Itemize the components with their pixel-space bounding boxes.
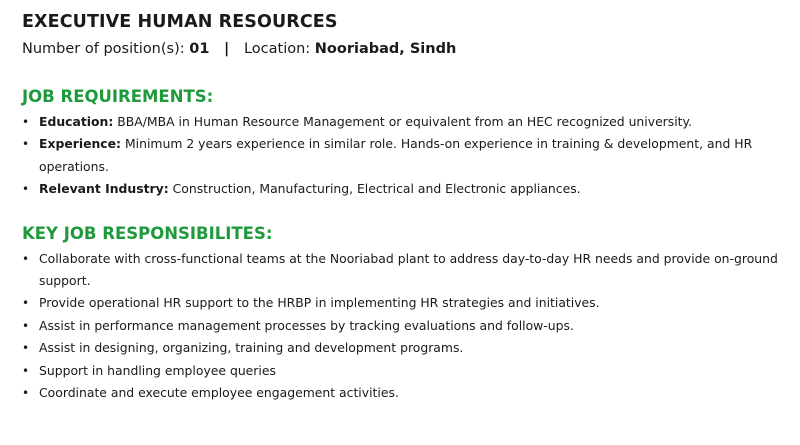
- bullet-icon: •: [22, 386, 30, 401]
- responsibility-item: [22, 337, 792, 359]
- requirement-key: Relevant Industry:: [39, 181, 169, 197]
- requirement-item-industry: [22, 178, 792, 200]
- positions-value: 01: [189, 41, 210, 57]
- responsibility-item: [22, 360, 792, 382]
- requirement-text: BBA/MBA in Human Resource Management or equivalent from an HEC recognized university.: [117, 114, 693, 129]
- requirements-list: [22, 111, 792, 201]
- responsibilities-list: [22, 248, 792, 405]
- responsibility-text: Assist in designing, organizing, training and development programs.: [39, 340, 464, 356]
- responsibility-text: Collaborate with cross-functional teams at the Nooriabad plant to address day-to-day HR needs and provide on-ground support.: [39, 250, 778, 289]
- bullet-icon: •: [22, 251, 30, 266]
- requirement-item-experience: [22, 133, 792, 178]
- bullet-icon: •: [22, 363, 30, 378]
- bullet-icon: •: [22, 137, 30, 152]
- responsibility-text: Coordinate and execute employee engagement activities.: [39, 385, 399, 401]
- responsibility-text: Provide operational HR support to the HRBP in implementing HR strategies and initiatives.: [39, 295, 600, 311]
- meta-separator: |: [224, 41, 230, 57]
- responsibility-item: [22, 315, 792, 337]
- positions-label: Number of position(s):: [22, 41, 185, 57]
- responsibility-item: [22, 292, 792, 314]
- requirement-text: Minimum 2 years experience in similar role. Hands-on experience in training & development, and HR operations.: [39, 136, 753, 174]
- location-value: Nooriabad, Sindh: [314, 41, 457, 57]
- responsibility-item: [22, 382, 792, 404]
- responsibility-item: [22, 248, 792, 293]
- bullet-icon: •: [22, 182, 30, 197]
- job-title: EXECUTIVE HUMAN RESOURCES: [22, 12, 338, 32]
- responsibility-text: Assist in performance management processes by tracking evaluations and follow-ups.: [39, 317, 574, 333]
- location-label: Location:: [243, 41, 311, 57]
- bullet-icon: •: [22, 318, 30, 333]
- requirement-key: Education:: [39, 114, 114, 129]
- responsibilities-heading: KEY JOB RESPONSIBILITES:: [22, 223, 273, 243]
- bullet-icon: •: [22, 296, 30, 311]
- job-posting: [22, 10, 792, 404]
- job-meta-line: [22, 38, 792, 60]
- bullet-icon: •: [22, 341, 30, 356]
- requirement-item-education: [22, 111, 792, 133]
- requirement-key: Experience:: [39, 136, 122, 152]
- requirements-heading: JOB REQUIREMENTS:: [22, 87, 214, 106]
- requirement-text: Construction, Manufacturing, Electrical and Electronic appliances.: [172, 181, 581, 197]
- bullet-icon: •: [22, 115, 30, 129]
- responsibility-text: Support in handling employee queries: [39, 362, 276, 378]
